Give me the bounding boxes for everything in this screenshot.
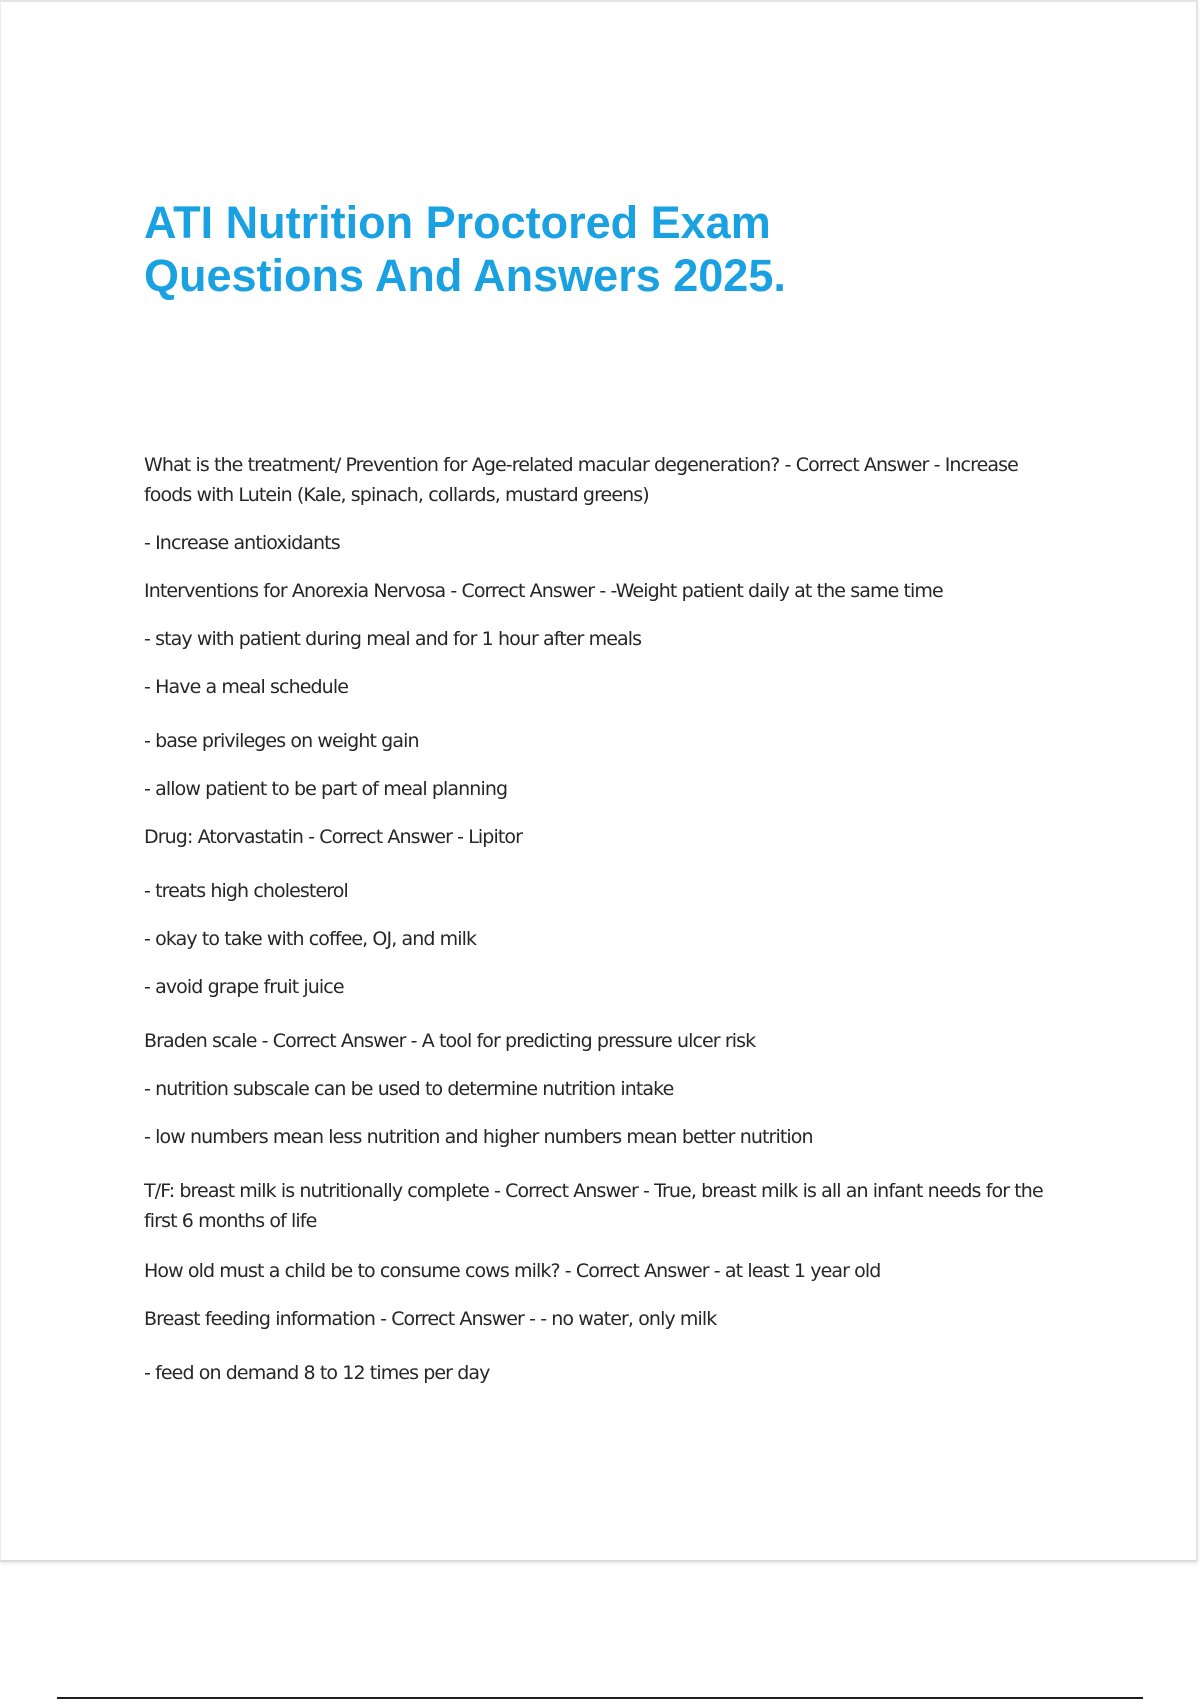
qa-detail: - nutrition subscale can be used to determine nutrition intake bbox=[144, 1078, 674, 1100]
qa-detail: - Have a meal schedule bbox=[144, 676, 348, 698]
qa-question-breast-milk: T/F: breast milk is nutritionally complete - Correct Answer - True, breast milk is all an infant needs for the first 6 months of life bbox=[144, 1180, 1043, 1232]
qa-question-braden-scale: Braden scale - Correct Answer - A tool for predicting pressure ulcer risk bbox=[144, 1030, 756, 1052]
document-title bbox=[144, 196, 944, 302]
title-line-1: ATI Nutrition Proctored Exam bbox=[144, 197, 771, 248]
qa-detail: - stay with patient during meal and for 1 hour after meals bbox=[144, 628, 642, 650]
qa-question-atorvastatin: Drug: Atorvastatin - Correct Answer - Lipitor bbox=[144, 826, 523, 848]
qa-question-anorexia: Interventions for Anorexia Nervosa - Correct Answer - -Weight patient daily at the same time bbox=[144, 580, 943, 602]
next-page-divider bbox=[57, 1697, 1143, 1699]
qa-detail: - treats high cholesterol bbox=[144, 880, 348, 902]
document-body bbox=[144, 450, 1064, 1388]
qa-detail: - base privileges on weight gain bbox=[144, 730, 419, 752]
qa-question-breast-feeding: Breast feeding information - Correct Answer - - no water, only milk bbox=[144, 1308, 717, 1330]
qa-detail: - avoid grape fruit juice bbox=[144, 976, 344, 998]
qa-question-cows-milk: How old must a child be to consume cows milk? - Correct Answer - at least 1 year old bbox=[144, 1260, 881, 1282]
qa-detail: - okay to take with coffee, OJ, and milk bbox=[144, 928, 477, 950]
qa-detail: - allow patient to be part of meal planning bbox=[144, 778, 508, 800]
qa-detail: - feed on demand 8 to 12 times per day bbox=[144, 1362, 490, 1384]
qa-question-macular-degeneration: What is the treatment/ Prevention for Age-related macular degeneration? - Correct Answer - Increase foods with Lutein (Kale, spinach, collards, mustard greens) bbox=[144, 454, 1018, 506]
qa-detail: - Increase antioxidants bbox=[144, 532, 340, 554]
title-line-2: Questions And Answers 2025. bbox=[144, 250, 786, 301]
qa-detail: - low numbers mean less nutrition and higher numbers mean better nutrition bbox=[144, 1126, 813, 1148]
